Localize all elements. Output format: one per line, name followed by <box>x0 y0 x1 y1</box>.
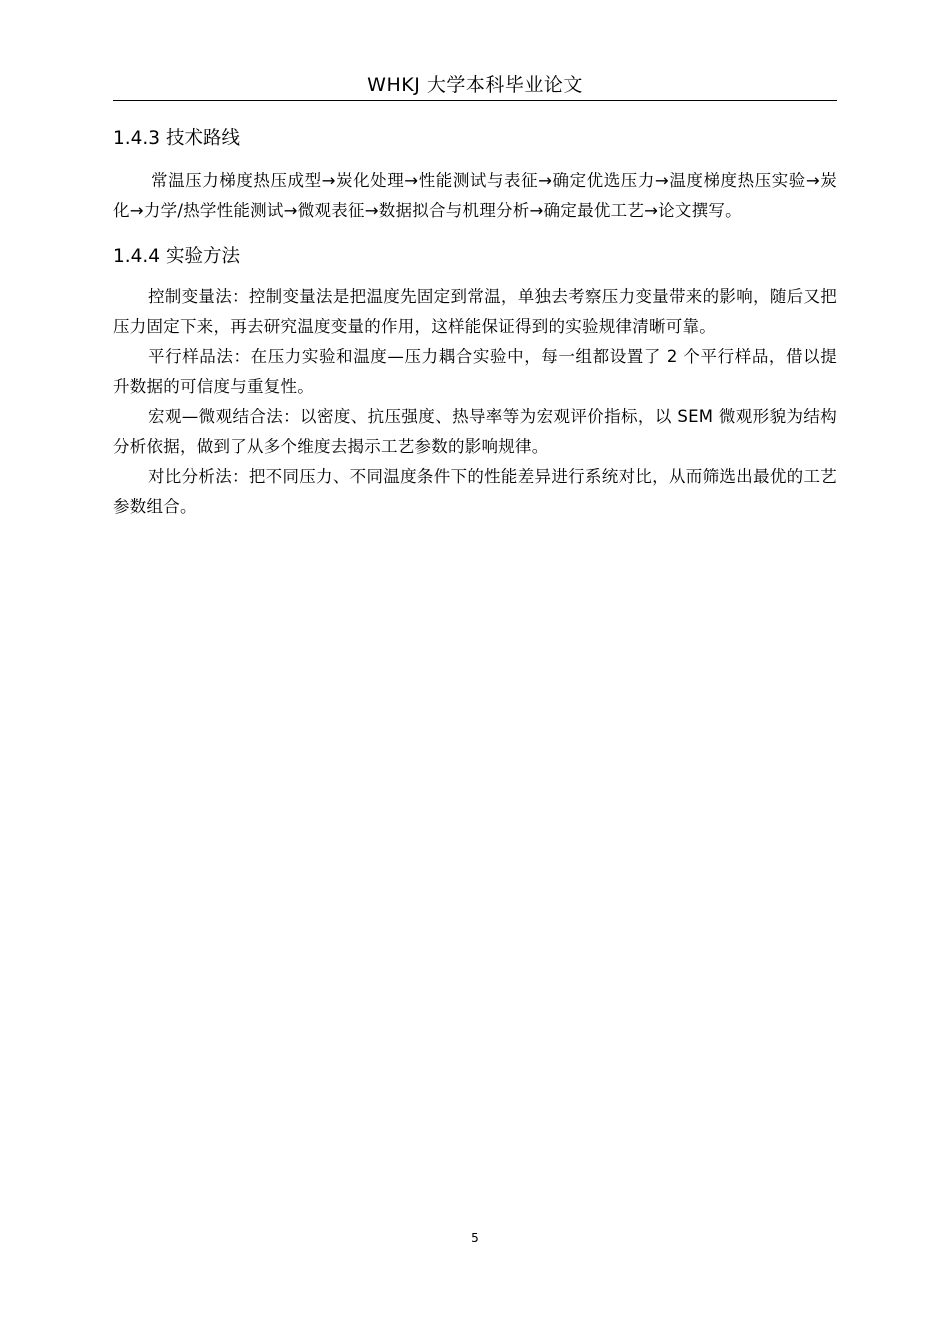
paragraph-macro-micro: 宏观—微观结合法：以密度、抗压强度、热导率等为宏观评价指标，以 SEM 微观形貌为结构分析依据，做到了从多个维度去揭示工艺参数的影响规律。 <box>113 407 837 456</box>
page-number: 5 <box>471 1231 479 1245</box>
section-heading-technical-route: 1.4.3 技术路线 <box>113 128 240 149</box>
section-heading-experimental-methods: 1.4.4 实验方法 <box>113 246 240 267</box>
document-body <box>113 124 837 522</box>
paragraph-comparative-analysis: 对比分析法：把不同压力、不同温度条件下的性能差异进行系统对比，从而筛选出最优的工艺参数组合。 <box>113 467 837 516</box>
paragraph-controlled-variable: 控制变量法：控制变量法是把温度先固定到常温，单独去考察压力变量带来的影响，随后又把压力固定下来，再去研究温度变量的作用，这样能保证得到的实验规律清晰可靠。 <box>113 287 837 336</box>
paragraph-technical-route: 常温压力梯度热压成型→炭化处理→性能测试与表征→确定优选压力→温度梯度热压实验→炭化→力学/热学性能测试→微观表征→数据拟合与机理分析→确定最优工艺→论文撰写。 <box>113 171 837 220</box>
page-header <box>113 72 837 101</box>
paragraph-parallel-samples: 平行样品法：在压力实验和温度—压力耦合实验中，每一组都设置了 2 个平行样品，借以提升数据的可信度与重复性。 <box>113 347 837 396</box>
header-title: WHKJ 大学本科毕业论文 <box>367 74 583 96</box>
methods-list <box>113 282 837 522</box>
